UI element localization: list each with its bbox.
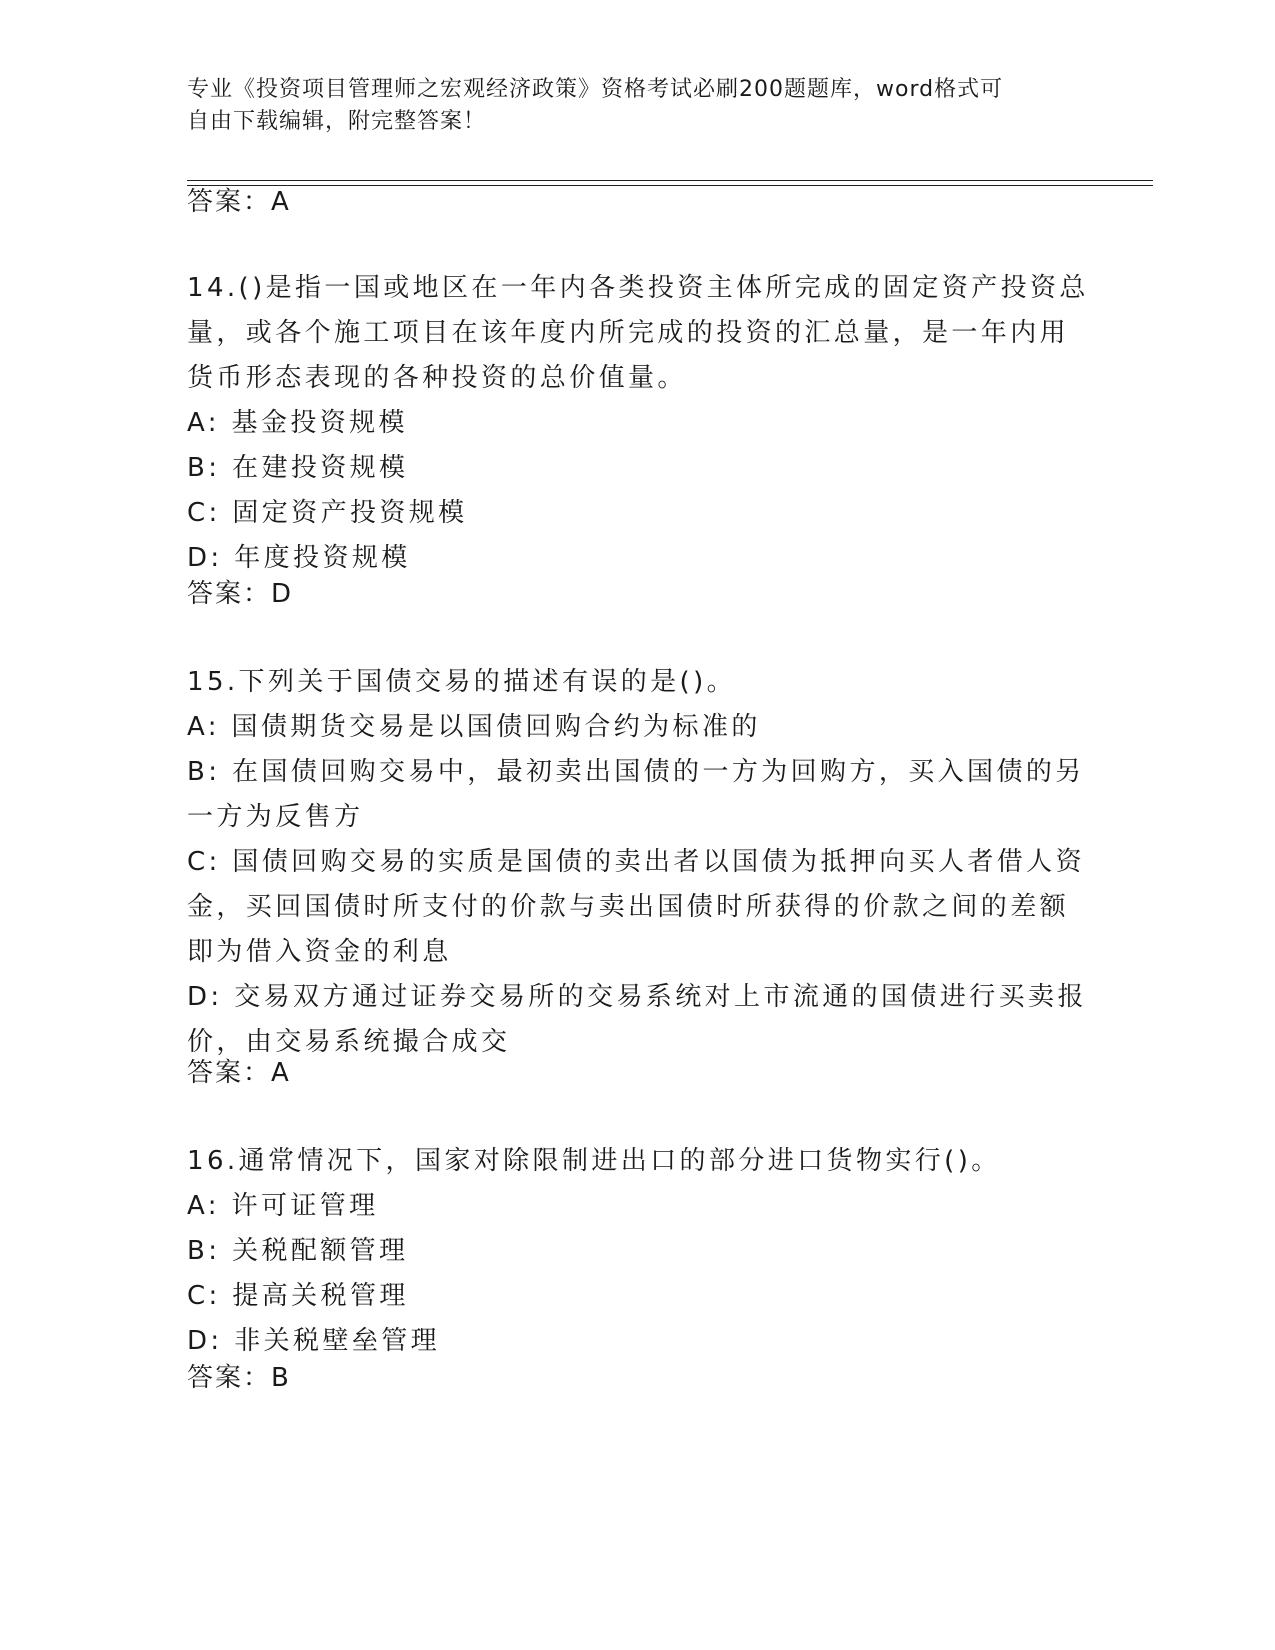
header-rule-top: [187, 180, 1153, 181]
option-c: C: 固定资产投资规模: [187, 498, 468, 528]
option-c: C: 国债回购交易的实质是国债的卖出者以国债为抵押向买人者借人资: [187, 847, 1085, 877]
header-line-2: 自由下载编辑，附完整答案！: [187, 109, 487, 134]
option-list: [187, 705, 1087, 1065]
option-c: C: 提高关税管理: [187, 1281, 409, 1311]
option-c-cont: 金，买回国债时所支付的价款与卖出国债时所获得的价款之间的差额: [187, 892, 1070, 922]
question-stem-line: 货币形态表现的各种投资的总价值量。: [187, 363, 687, 393]
document-header: [187, 74, 1087, 138]
question-stem-line: 16.通常情况下，国家对除限制进出口的部分进口货物实行()。: [187, 1146, 1001, 1176]
question-stem-line: 15.下列关于国债交易的描述有误的是()。: [187, 667, 737, 697]
option-list: [187, 1184, 1087, 1364]
answer-15: 答案：A: [187, 1058, 291, 1088]
header-line-1: 专业《投资项目管理师之宏观经济政策》资格考试必刷200题题库，word格式可: [187, 77, 1004, 102]
option-d-cont: 价，由交易系统撮合成交: [187, 1027, 511, 1057]
option-b: B: 关税配额管理: [187, 1236, 409, 1266]
answer-prev: 答案：A: [187, 187, 291, 217]
question-16: [187, 1139, 1087, 1364]
option-b: B: 在国债回购交易中，最初卖出国债的一方为回购方，买入国债的另: [187, 757, 1085, 787]
question-15: [187, 660, 1087, 1065]
option-d: D: 交易双方通过证券交易所的交易系统对上市流通的国债进行买卖报: [187, 982, 1087, 1012]
option-d: D: 非关税壁垒管理: [187, 1326, 441, 1356]
option-b: B: 在建投资规模: [187, 453, 409, 483]
option-a: A: 基金投资规模: [187, 408, 408, 438]
question-14: [187, 266, 1087, 581]
option-b-cont: 一方为反售方: [187, 802, 364, 832]
option-c-cont: 即为借入资金的利息: [187, 937, 452, 967]
answer-16: 答案：B: [187, 1363, 291, 1393]
answer-14: 答案：D: [187, 579, 294, 609]
option-a: A: 许可证管理: [187, 1191, 379, 1221]
option-d: D: 年度投资规模: [187, 543, 411, 573]
option-list: [187, 401, 1087, 581]
question-stem-line: 量，或各个施工项目在该年度内所完成的投资的汇总量，是一年内用: [187, 318, 1070, 348]
question-stem-line: 14.()是指一国或地区在一年内各类投资主体所完成的固定资产投资总: [187, 273, 1089, 303]
option-a: A: 国债期货交易是以国债回购合约为标准的: [187, 712, 761, 742]
